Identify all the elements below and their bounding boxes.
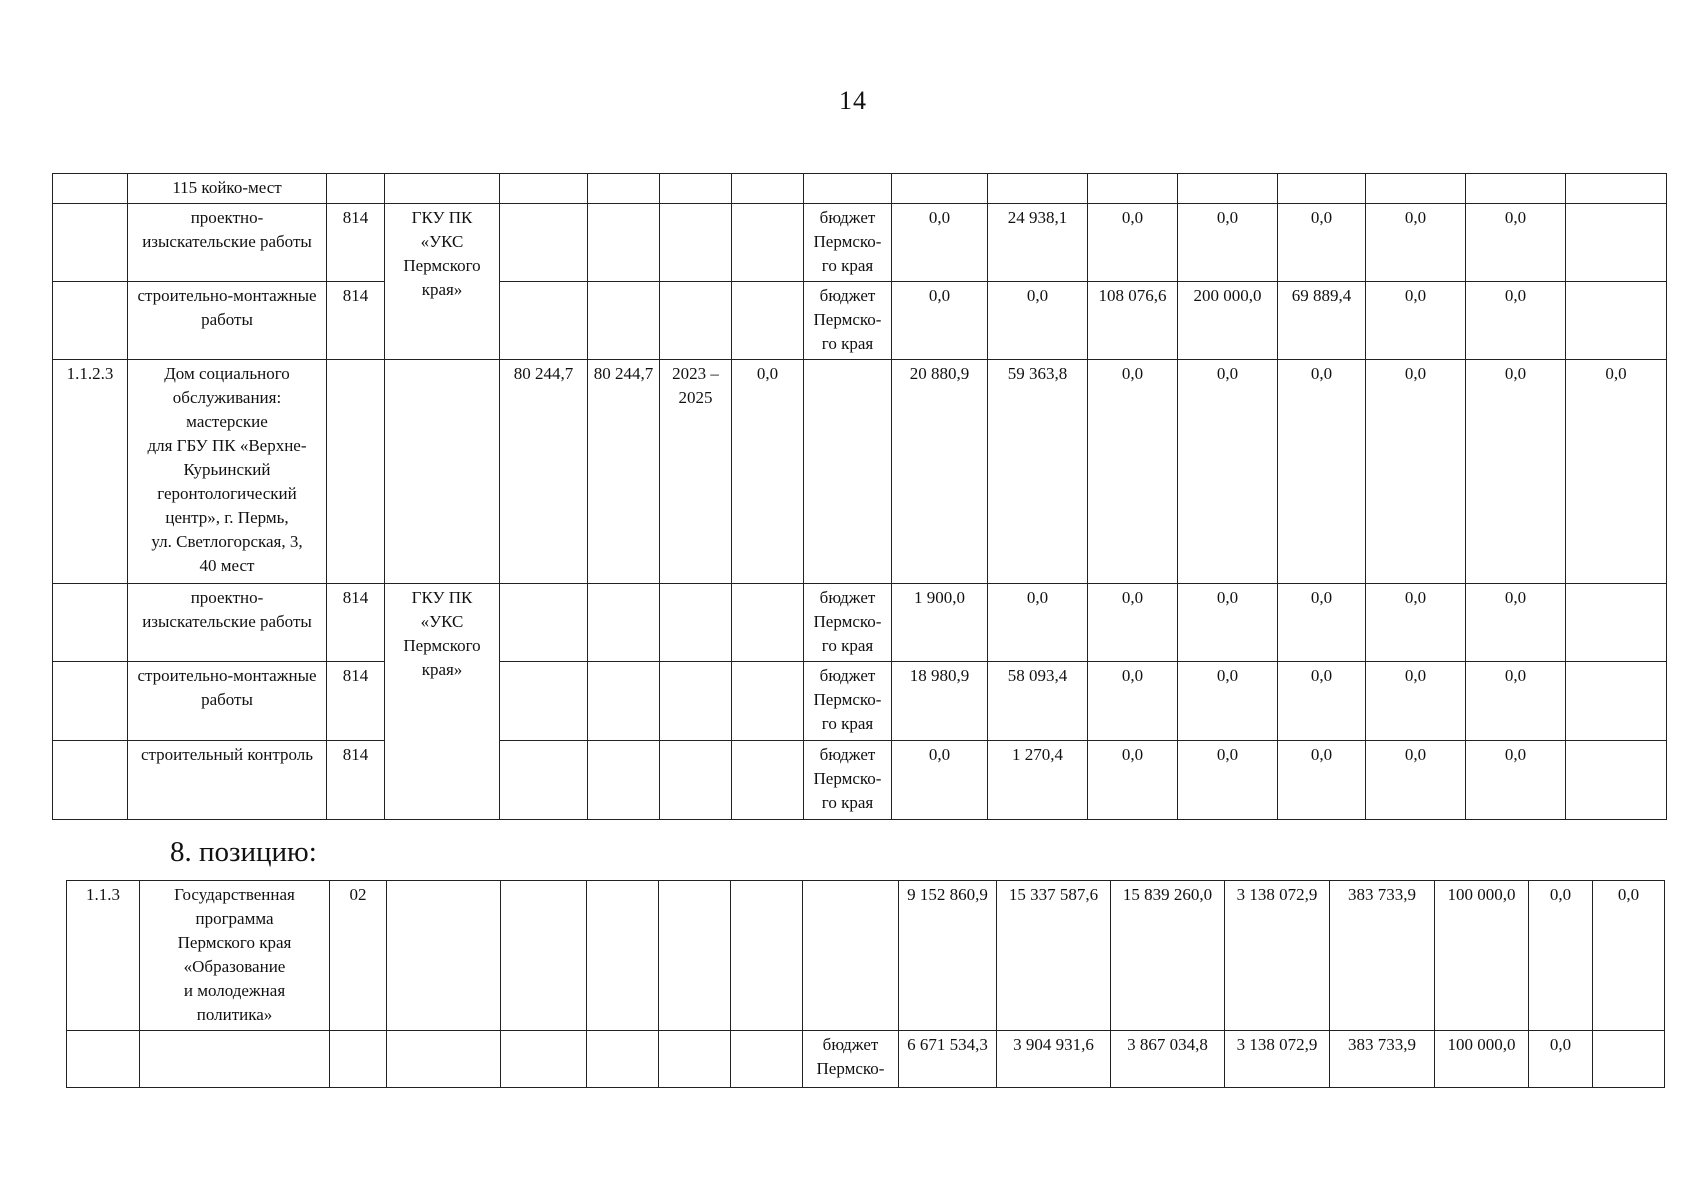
value-cell: 59 363,8 <box>988 360 1088 584</box>
value-cell: 20 880,9 <box>892 360 988 584</box>
value-cell <box>731 881 803 1031</box>
value-cell: 108 076,6 <box>1088 282 1178 360</box>
value-cell: 0,0 <box>1178 584 1278 662</box>
cost-cell <box>500 741 588 820</box>
period-cell <box>659 1031 731 1088</box>
cost-cell <box>587 881 659 1031</box>
item-name: Государственная программа Пермского края «Образование и молодежная политика» <box>140 881 330 1031</box>
value-cell <box>1466 174 1566 204</box>
value-cell <box>732 662 804 741</box>
period-cell <box>660 741 732 820</box>
value-cell: 0,0 <box>1466 662 1566 741</box>
item-number: 1.1.2.3 <box>53 360 128 584</box>
value-cell: 9 152 860,9 <box>899 881 997 1031</box>
value-cell <box>1088 174 1178 204</box>
cost-cell <box>588 174 660 204</box>
value-cell <box>731 1031 803 1088</box>
value-cell: 58 093,4 <box>988 662 1088 741</box>
value-cell: 0,0 <box>732 360 804 584</box>
item-number <box>53 741 128 820</box>
value-cell: 15 839 260,0 <box>1111 881 1225 1031</box>
value-cell: 18 980,9 <box>892 662 988 741</box>
value-cell: 0,0 <box>892 204 988 282</box>
value-cell: 24 938,1 <box>988 204 1088 282</box>
value-cell: 1 270,4 <box>988 741 1088 820</box>
value-cell: 0,0 <box>1366 282 1466 360</box>
funding-source <box>804 174 892 204</box>
value-cell: 0,0 <box>1278 662 1366 741</box>
item-name: строительно-монтажные работы <box>128 282 327 360</box>
funding-source: бюджет Пермско- го края <box>804 584 892 662</box>
value-cell: 100 000,0 <box>1435 881 1529 1031</box>
value-cell: 0,0 <box>1566 360 1667 584</box>
value-cell <box>1366 174 1466 204</box>
item-number <box>53 204 128 282</box>
value-cell <box>732 174 804 204</box>
budget-table-objects <box>52 173 1667 820</box>
org-cell <box>387 1031 501 1088</box>
item-name: 115 койко-мест <box>128 174 327 204</box>
code-cell: 814 <box>327 204 385 282</box>
cost-cell <box>501 881 587 1031</box>
item-number: 1.1.3 <box>67 881 140 1031</box>
section-heading: 8. позицию: <box>170 836 317 868</box>
funding-source: бюджет Пермско- го края <box>804 741 892 820</box>
value-cell <box>1178 174 1278 204</box>
page-number: 14 <box>839 86 867 115</box>
value-cell: 0,0 <box>1178 360 1278 584</box>
value-cell: 0,0 <box>1178 662 1278 741</box>
table-row <box>53 741 1667 820</box>
value-cell: 383 733,9 <box>1330 1031 1435 1088</box>
value-cell: 0,0 <box>1466 741 1566 820</box>
org-cell <box>387 881 501 1031</box>
org-cell: ГКУ ПК «УКС Пермского края» <box>385 204 500 360</box>
value-cell: 0,0 <box>1529 1031 1593 1088</box>
funding-source: бюджет Пермско- го края <box>804 662 892 741</box>
value-cell: 0,0 <box>1466 360 1566 584</box>
cost-cell <box>501 1031 587 1088</box>
code-cell: 814 <box>327 584 385 662</box>
cost-cell <box>588 282 660 360</box>
table-row <box>53 584 1667 662</box>
period-cell <box>659 881 731 1031</box>
value-cell <box>1566 662 1667 741</box>
period-cell <box>660 662 732 741</box>
cost-cell <box>588 741 660 820</box>
funding-source <box>803 881 899 1031</box>
funding-source: бюджет Пермско- го края <box>804 204 892 282</box>
cost-cell: 80 244,7 <box>500 360 588 584</box>
value-cell: 0,0 <box>892 741 988 820</box>
value-cell: 0,0 <box>1278 360 1366 584</box>
funding-source: бюджет Пермско- <box>803 1031 899 1088</box>
budget-table-program <box>66 880 1665 1088</box>
item-name: проектно- изыскательские работы <box>128 584 327 662</box>
value-cell: 0,0 <box>1366 584 1466 662</box>
item-name: строительный контроль <box>128 741 327 820</box>
value-cell: 69 889,4 <box>1278 282 1366 360</box>
value-cell: 0,0 <box>1088 204 1178 282</box>
cost-cell <box>500 584 588 662</box>
code-cell: 02 <box>330 881 387 1031</box>
value-cell: 0,0 <box>892 282 988 360</box>
table-row <box>67 1031 1665 1088</box>
item-number <box>53 282 128 360</box>
value-cell: 0,0 <box>1593 881 1665 1031</box>
table-row <box>53 174 1667 204</box>
table-row <box>53 204 1667 282</box>
value-cell <box>732 204 804 282</box>
value-cell <box>732 584 804 662</box>
value-cell: 0,0 <box>988 282 1088 360</box>
table-row <box>53 662 1667 741</box>
item-name: Дом социального обслуживания: мастерские для ГБУ ПК «Верхне- Курьинский геронтологический центр», г. Пермь, ул. Светлогорская, 3, 40 мест <box>128 360 327 584</box>
value-cell: 0,0 <box>1178 204 1278 282</box>
table-row <box>67 881 1665 1031</box>
value-cell <box>732 282 804 360</box>
value-cell: 3 138 072,9 <box>1225 1031 1330 1088</box>
table-row <box>53 282 1667 360</box>
value-cell <box>988 174 1088 204</box>
value-cell: 0,0 <box>1088 584 1178 662</box>
cost-cell <box>588 662 660 741</box>
org-cell <box>385 360 500 584</box>
table-row <box>53 360 1667 584</box>
period-cell <box>660 282 732 360</box>
value-cell <box>1566 584 1667 662</box>
item-number <box>67 1031 140 1088</box>
code-cell <box>327 174 385 204</box>
cost-cell <box>588 204 660 282</box>
value-cell: 3 867 034,8 <box>1111 1031 1225 1088</box>
value-cell: 0,0 <box>1466 204 1566 282</box>
cost-cell <box>500 204 588 282</box>
value-cell <box>1566 204 1667 282</box>
value-cell: 0,0 <box>1466 584 1566 662</box>
value-cell <box>732 741 804 820</box>
value-cell <box>1566 282 1667 360</box>
value-cell: 0,0 <box>1366 204 1466 282</box>
value-cell: 6 671 534,3 <box>899 1031 997 1088</box>
value-cell: 0,0 <box>1278 204 1366 282</box>
period-cell <box>660 204 732 282</box>
period-cell <box>660 584 732 662</box>
org-cell <box>385 174 500 204</box>
value-cell <box>1593 1031 1665 1088</box>
value-cell: 100 000,0 <box>1435 1031 1529 1088</box>
value-cell: 0,0 <box>1529 881 1593 1031</box>
value-cell: 383 733,9 <box>1330 881 1435 1031</box>
code-cell: 814 <box>327 741 385 820</box>
item-number <box>53 584 128 662</box>
cost-cell <box>500 174 588 204</box>
period-cell: 2023 – 2025 <box>660 360 732 584</box>
cost-cell <box>588 584 660 662</box>
value-cell: 0,0 <box>1088 662 1178 741</box>
code-cell: 814 <box>327 662 385 741</box>
code-cell: 814 <box>327 282 385 360</box>
item-name <box>140 1031 330 1088</box>
code-cell <box>327 360 385 584</box>
funding-source: бюджет Пермско- го края <box>804 282 892 360</box>
value-cell: 0,0 <box>1366 360 1466 584</box>
value-cell: 0,0 <box>1278 741 1366 820</box>
code-cell <box>330 1031 387 1088</box>
org-cell: ГКУ ПК «УКС Пермского края» <box>385 584 500 820</box>
value-cell <box>1566 174 1667 204</box>
value-cell: 0,0 <box>1088 360 1178 584</box>
value-cell: 0,0 <box>988 584 1088 662</box>
value-cell: 0,0 <box>1178 741 1278 820</box>
value-cell: 0,0 <box>1466 282 1566 360</box>
cost-cell <box>500 662 588 741</box>
cost-cell <box>587 1031 659 1088</box>
value-cell: 200 000,0 <box>1178 282 1278 360</box>
value-cell: 0,0 <box>1088 741 1178 820</box>
value-cell: 0,0 <box>1278 584 1366 662</box>
funding-source <box>804 360 892 584</box>
item-name: проектно- изыскательские работы <box>128 204 327 282</box>
value-cell: 15 337 587,6 <box>997 881 1111 1031</box>
period-cell <box>660 174 732 204</box>
item-name: строительно-монтажные работы <box>128 662 327 741</box>
cost-cell: 80 244,7 <box>588 360 660 584</box>
cost-cell <box>500 282 588 360</box>
value-cell <box>892 174 988 204</box>
value-cell: 3 904 931,6 <box>997 1031 1111 1088</box>
value-cell: 1 900,0 <box>892 584 988 662</box>
item-number <box>53 174 128 204</box>
item-number <box>53 662 128 741</box>
value-cell <box>1278 174 1366 204</box>
value-cell: 3 138 072,9 <box>1225 881 1330 1031</box>
value-cell: 0,0 <box>1366 662 1466 741</box>
value-cell: 0,0 <box>1366 741 1466 820</box>
value-cell <box>1566 741 1667 820</box>
